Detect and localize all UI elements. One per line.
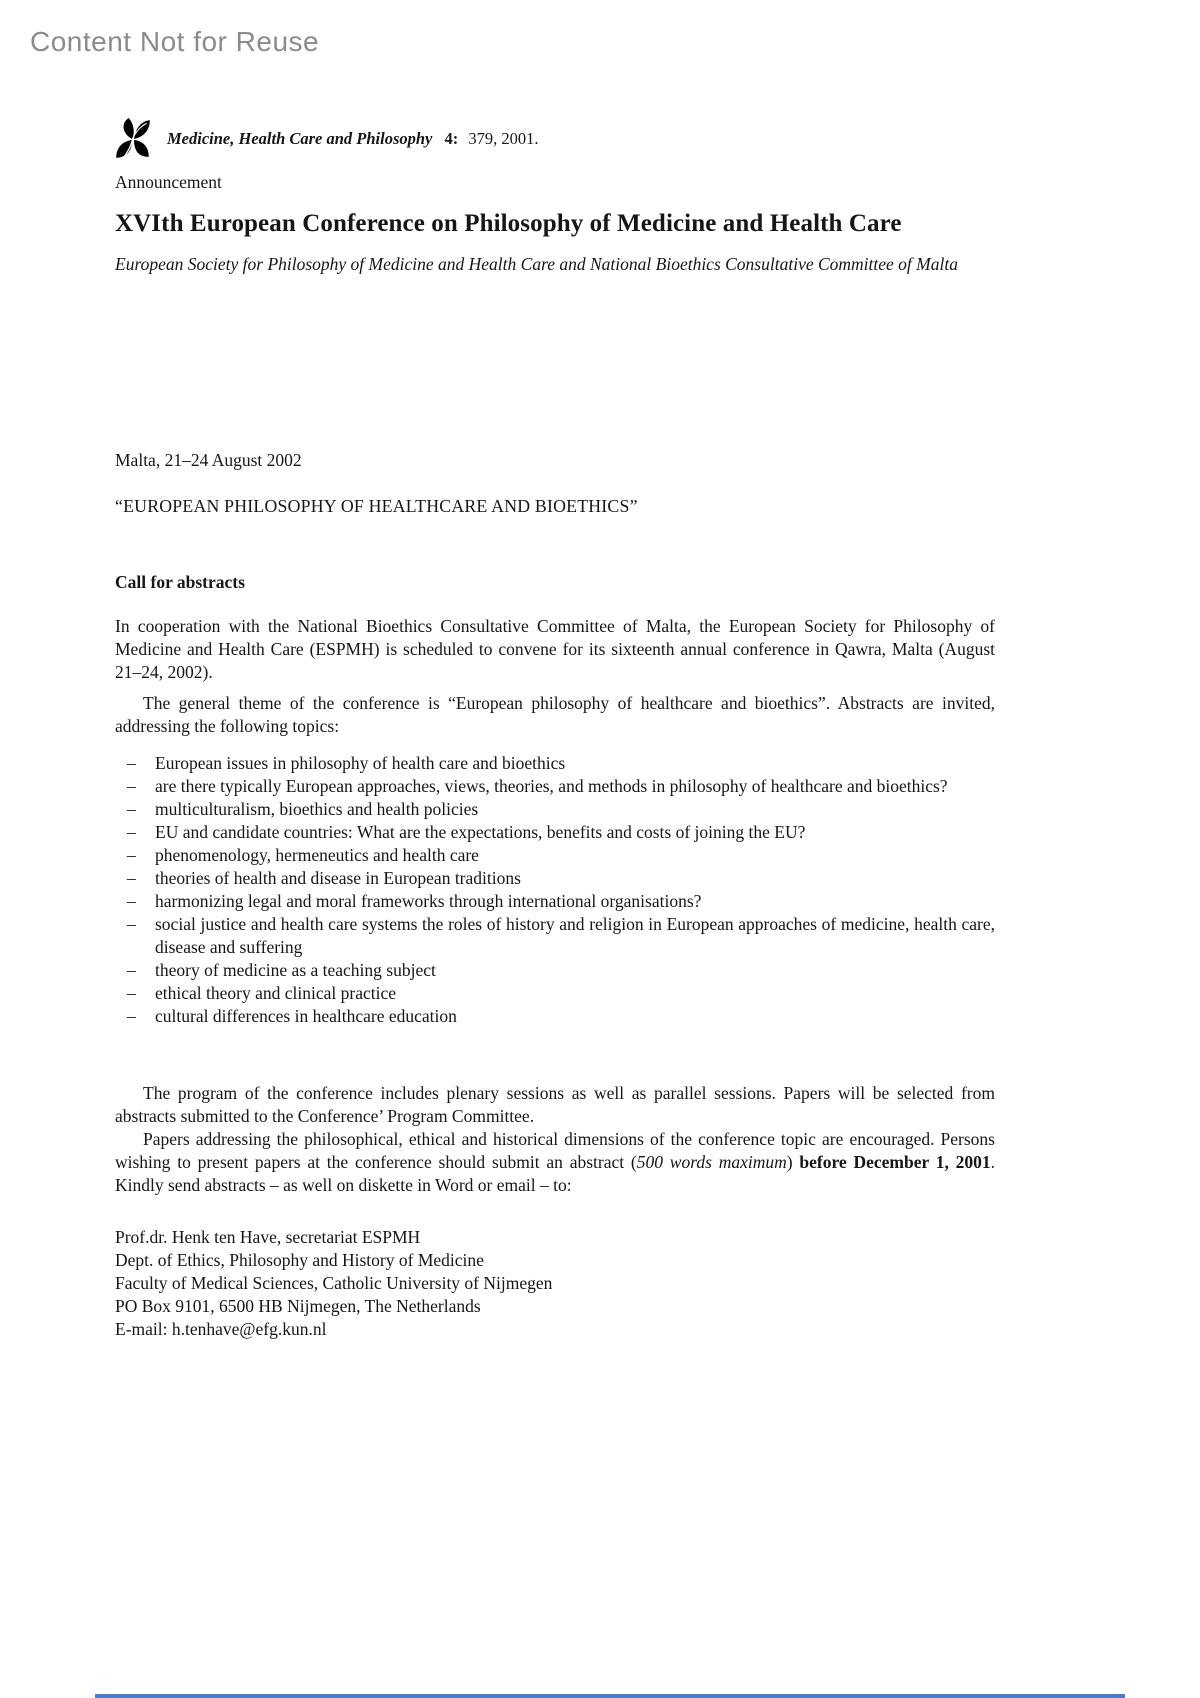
contact-line: E-mail: h.tenhave@efg.kun.nl: [115, 1319, 327, 1339]
article-kicker: Announcement: [115, 172, 222, 192]
kluwer-flower-icon: [115, 118, 151, 160]
contact-block: [115, 1226, 995, 1341]
article-subtitle: European Society for Philosophy of Medicine and Health Care and National Bioethics Consultative Committee of Malta: [115, 254, 958, 274]
topic-item: [115, 890, 995, 913]
topic-text: EU and candidate countries: What are the expectations, benefits and costs of joining the EU?: [155, 822, 806, 842]
paragraph-program: The program of the conference includes plenary sessions as well as parallel sessions. Papers will be selected from abstracts submitted to the Conference’ Program Committee.: [115, 1083, 995, 1126]
topic-text: phenomenology, hermeneutics and health care: [155, 845, 479, 865]
dash-bullet: –: [127, 799, 136, 819]
dash-bullet: –: [127, 983, 136, 1003]
paragraph-submission: [115, 1128, 995, 1197]
contact-line: Dept. of Ethics, Philosophy and History of Medicine: [115, 1250, 484, 1270]
paragraph-general-theme: The general theme of the conference is “European philosophy of healthcare and bioethics”. Abstracts are invited, addressing the following topics:: [115, 693, 995, 736]
topic-text: harmonizing legal and moral frameworks through international organisations?: [155, 891, 702, 911]
dash-bullet: –: [127, 868, 136, 888]
dash-bullet: –: [127, 914, 136, 934]
topic-text: are there typically European approaches, views, theories, and methods in philosophy of healthcare and bioethics?: [155, 776, 948, 796]
topics-list: [115, 752, 995, 1028]
journal-volume: 4:: [444, 129, 459, 148]
topic-item: [115, 775, 995, 798]
topic-item: [115, 982, 995, 1005]
topic-text: European issues in philosophy of health care and bioethics: [155, 753, 566, 773]
topic-item: [115, 821, 995, 844]
topic-item: [115, 913, 995, 959]
dash-bullet: –: [127, 891, 136, 911]
journal-header: [115, 118, 995, 160]
contact-line: Faculty of Medical Sciences, Catholic University of Nijmegen: [115, 1273, 553, 1293]
contact-line: PO Box 9101, 6500 HB Nijmegen, The Netherlands: [115, 1296, 481, 1316]
journal-name: Medicine, Health Care and Philosophy: [167, 129, 433, 148]
contact-line: Prof.dr. Henk ten Have, secretariat ESPMH: [115, 1227, 421, 1247]
topic-item: [115, 1005, 995, 1028]
topic-text: ethical theory and clinical practice: [155, 983, 396, 1003]
conference-theme: “EUROPEAN PHILOSOPHY OF HEALTHCARE AND BIOETHICS”: [115, 496, 638, 516]
submission-deadline: before December 1, 2001: [799, 1152, 991, 1172]
journal-pages: 379, 2001.: [468, 129, 539, 148]
submission-text-3: . Kindly send abstracts – as well on diskette in Word or email – to:: [115, 1152, 996, 1195]
paragraph-cooperation: In cooperation with the National Bioethics Consultative Committee of Malta, the European Society for Philosophy of Medicine and Health Care (ESPMH) is scheduled to convene for its sixteenth annual conference in Qawra, Malta (August 21–24, 2002).: [115, 616, 995, 682]
submission-text-1: Papers addressing the philosophical, ethical and historical dimensions of the conference topic are encouraged. Persons wishing to present papers at the conference should submit an abstract (: [115, 1129, 995, 1172]
dash-bullet: –: [127, 845, 136, 865]
dash-bullet: –: [127, 776, 136, 796]
dash-bullet: –: [127, 1006, 136, 1026]
topic-item: [115, 752, 995, 775]
topic-text: theory of medicine as a teaching subject: [155, 960, 436, 980]
topic-item: [115, 844, 995, 867]
topic-item: [115, 798, 995, 821]
location-date: Malta, 21–24 August 2002: [115, 450, 302, 470]
dash-bullet: –: [127, 822, 136, 842]
topic-text: cultural differences in healthcare education: [155, 1006, 457, 1026]
topic-text: theories of health and disease in European traditions: [155, 868, 521, 888]
call-for-abstracts-heading: Call for abstracts: [115, 572, 245, 592]
topic-text: multiculturalism, bioethics and health policies: [155, 799, 479, 819]
submission-words-max: 500 words maximum: [636, 1152, 787, 1172]
bottom-accent-line: [95, 1694, 1125, 1698]
topic-text: social justice and health care systems the roles of history and religion in European approaches of medicine, health care, disease and suffering: [155, 914, 995, 957]
dash-bullet: –: [127, 753, 136, 773]
dash-bullet: –: [127, 960, 136, 980]
topic-item: [115, 959, 995, 982]
journal-citation: [167, 129, 539, 149]
submission-text-2: ): [786, 1152, 800, 1172]
article-title: XVIth European Conference on Philosophy of Medicine and Health Care: [115, 210, 902, 237]
topic-item: [115, 867, 995, 890]
watermark-text: Content Not for Reuse: [30, 26, 320, 57]
